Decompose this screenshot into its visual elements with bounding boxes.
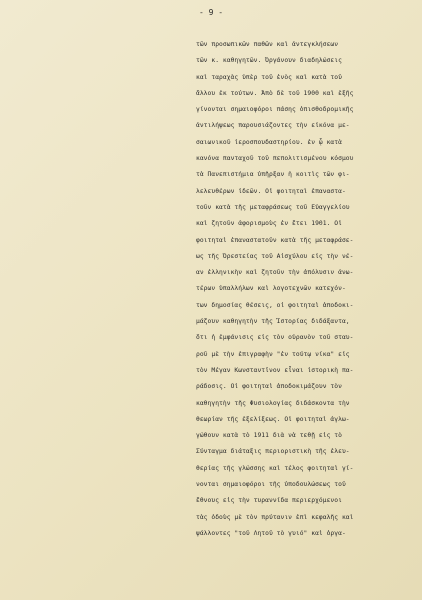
text-line: των δημοσίας θέσεις, οἱ φοιτηταὶ ἀποδοκι- xyxy=(196,301,354,309)
text-line: ἔθνους εἰς τὴν τυραννίδα περιερχόμενοι xyxy=(196,497,342,505)
text-line: ὅτι ἡ ἐμφάνισις εἰς τὸν οὐρανὸν τοῦ σταυ- xyxy=(196,334,354,342)
text-line: αν ἑλληνικὴν καὶ ζητοῦν τὴν ἀπόλυσιν ἀνω- xyxy=(196,269,354,277)
text-line: ροῦ μὲ τὴν ἐπιγραφὴν "ἐν τούτῳ νίκα" εἰς xyxy=(196,350,350,358)
text-line: θεωρίαν τῆς ἐξελίξεως. Οἱ φοιτηταὶ ἀγλω- xyxy=(196,415,350,423)
text-line: φοιτηταὶ ἐπαναστατοῦν κατὰ τῆς μεταφράσε- xyxy=(196,236,354,244)
text-line: τῶν κ. καθηγητῶν. Ὀργάνουν διαδηλώσεις xyxy=(196,57,342,65)
text-line: καθηγητὴν τῆς Φυσιολογίας διδάσκοντα τὴν xyxy=(196,399,350,407)
text-line: τὰ Πανεπιστήμια ὑπῆρξαν ἡ κοιτὶς τῶν φι- xyxy=(196,171,350,179)
text-line: καὶ ζητοῦν ἀφορισμοὺς ἐν ἔτει 1901. Οἱ xyxy=(196,220,342,228)
text-line: καὶ ταραχὰς ὑπὲρ τοῦ ἑνὸς καὶ κατὰ τοῦ xyxy=(196,73,342,81)
text-line: τῶν προσωπικῶν παθῶν καὶ ἀντεγκλήσεων xyxy=(196,41,339,48)
text-line: σαιωνικοῦ ἱεροσπουδαστηρίου. ἐν ᾧ κατὰ xyxy=(196,138,342,146)
text-line: ψάλλοντες "τοῦ Λητοῦ τὸ γυιό" καὶ ὀργα- xyxy=(196,529,346,537)
body-text xyxy=(196,37,418,542)
text-line: νονται σημαιοφόροι τῆς ὑποδουλώσεως τοῦ xyxy=(196,481,346,489)
text-line: τὰς ὁδοὺς μὲ τὸν πρύτανιν ἐπὶ κεφαλῆς καὶ xyxy=(196,513,354,521)
text-line: γώθουν κατὰ τὸ 1911 διὰ νὰ τεθῇ εἰς τὸ xyxy=(196,432,342,440)
text-line: ἄλλου ἐκ τούτων. Ἀπὸ δὲ τοῦ 1900 καὶ ἑξῆς xyxy=(196,89,354,97)
text-line: τέρων ὑπαλλήλων καὶ λογοτεχνῶν κατεχόν- xyxy=(196,285,346,293)
text-line: λελευθέρων ἰδεῶν. Οἱ φοιτηταὶ ἐπαναστα- xyxy=(196,187,346,195)
text-line: θερίας τῆς γλώσσης καὶ τέλος φοιτηταὶ γί- xyxy=(196,464,354,472)
text-line: κανόνα πανταχοῦ τοῦ πεπολιτισμένου κόσμου xyxy=(196,155,354,163)
text-line: ἀντιλήψεως παρουσιάζοντες τὴν εἰκόνα με- xyxy=(196,122,350,130)
text-line: Σύνταγμα διάταξις περιοριστικὴ τῆς ἐλευ- xyxy=(196,448,350,456)
text-line: γίνονται σημαιοφόροι πάσης ὀπισθοδρομικῆς xyxy=(196,106,354,114)
text-line: ράδοσις. Οἱ φοιτηταὶ ἀποδοκιμάζουν τὸν xyxy=(196,383,342,391)
text-line: τὸν Μέγαν Κωνσταντῖνον εἶναι ἱστορικὴ πα- xyxy=(196,366,354,374)
text-line: τοῦν κατὰ τῆς μεταφράσεως τοῦ Εὐαγγελίου xyxy=(196,203,350,211)
text-line: μάζουν καθηγητὴν τῆς Ἱστορίας διδάξαντα, xyxy=(196,318,350,326)
page-number: - 9 - xyxy=(198,8,224,17)
text-line: ως τῆς Ὀρεστείας τοῦ Αἰσχύλου εἰς τὴν νέ- xyxy=(196,252,354,260)
